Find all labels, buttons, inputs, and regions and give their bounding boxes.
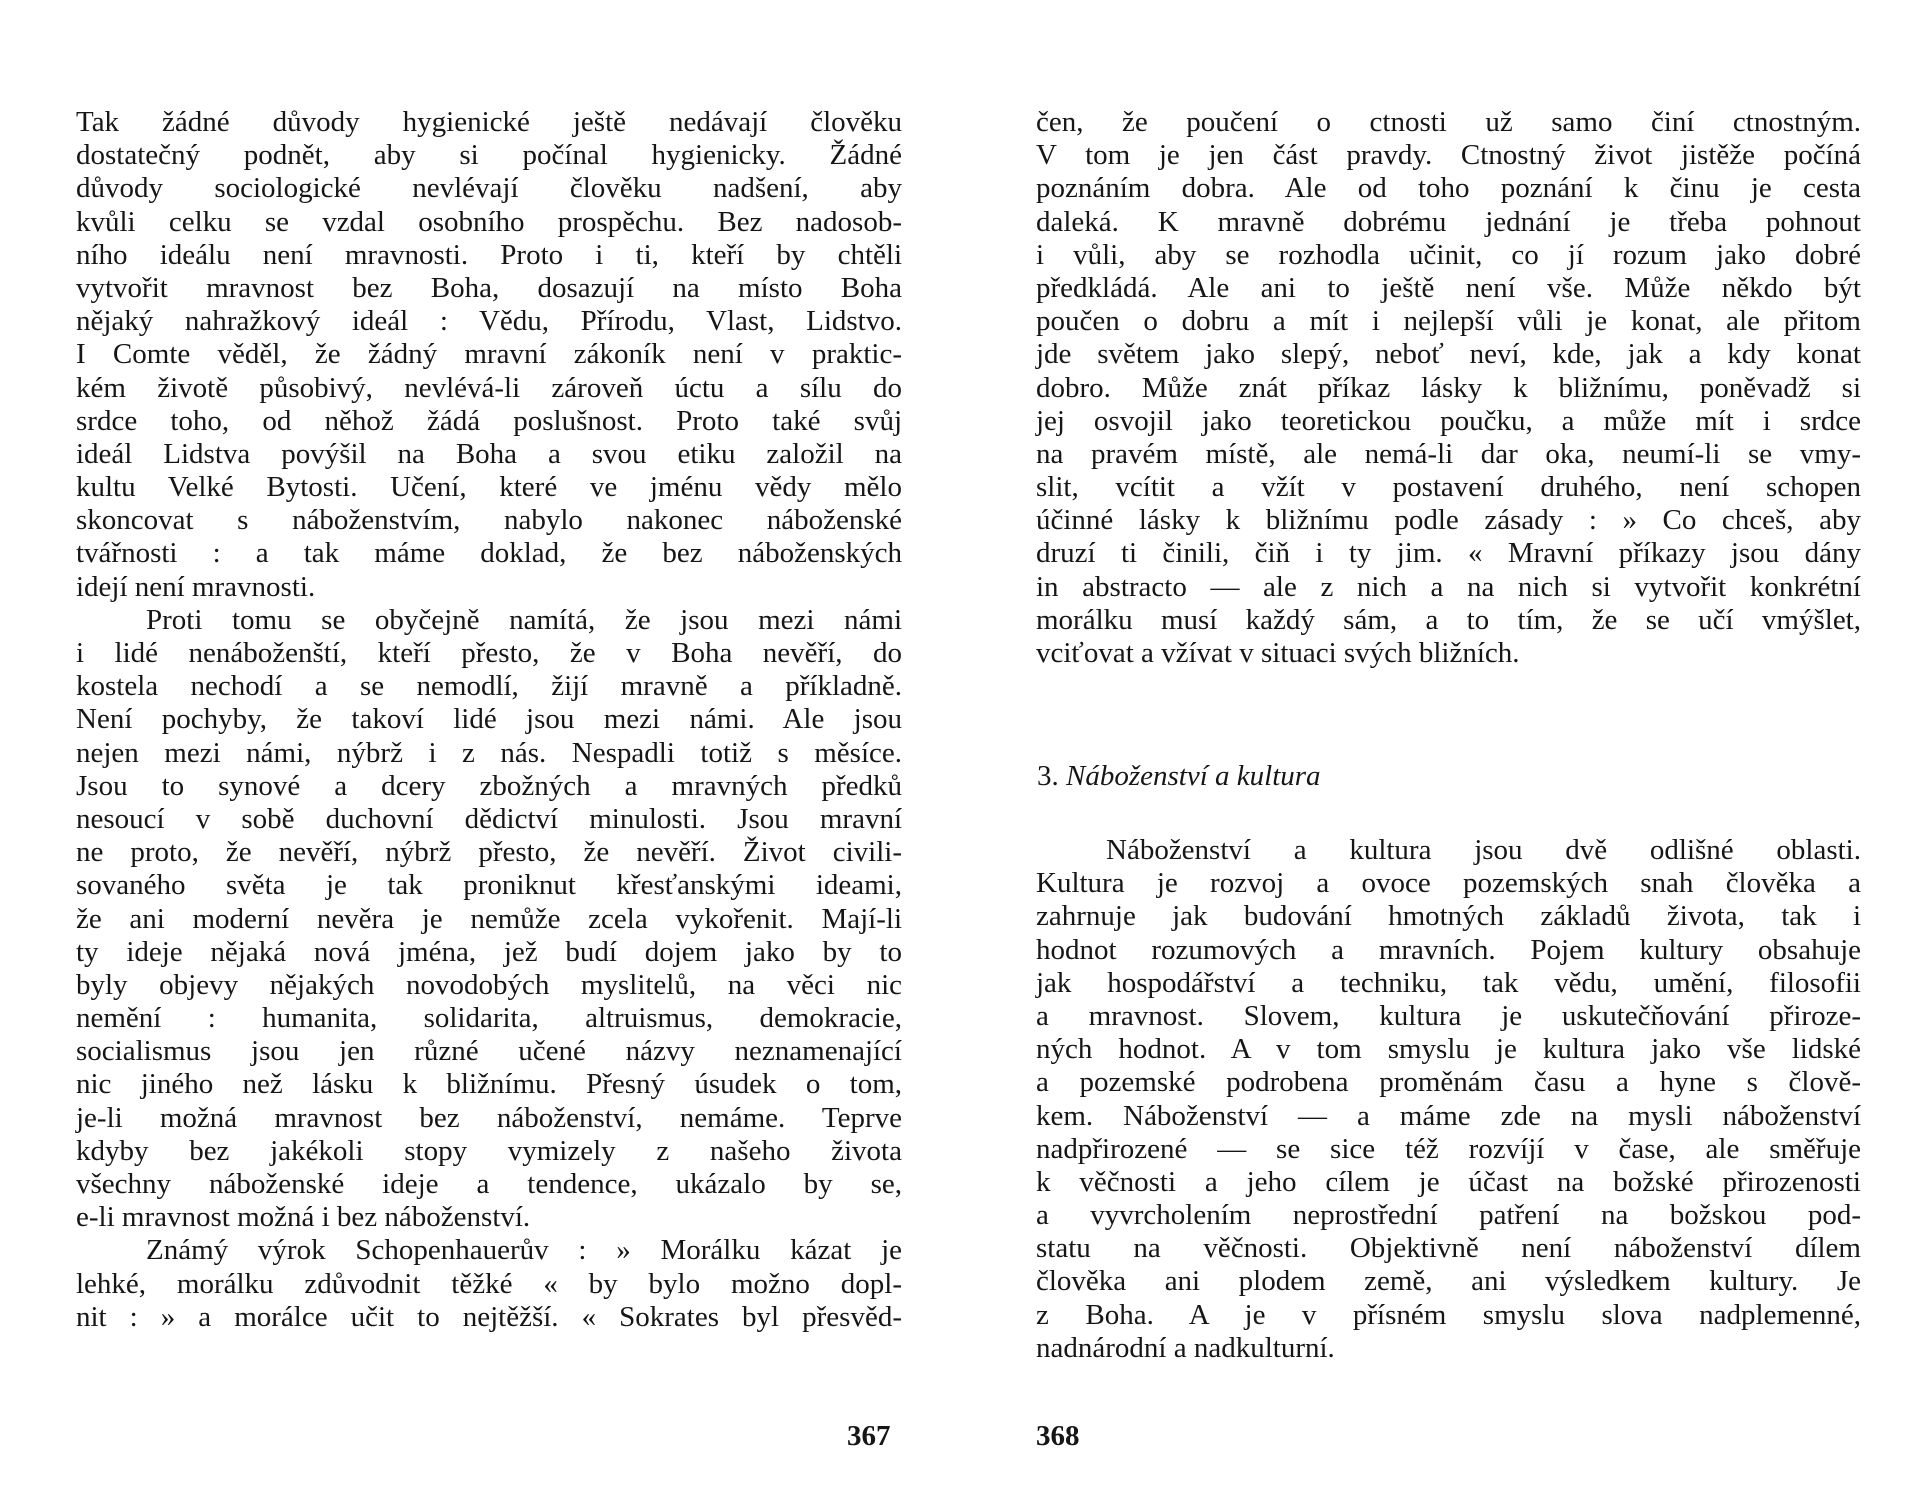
section-heading	[1037, 758, 1321, 794]
text-line: člověka ani plodem země, ani výsledkem kultury. Je	[1036, 1265, 1861, 1298]
text-line: ty ideje nějaká nová jména, jež budí dojem jako by to	[76, 935, 902, 968]
text-line: vytvořit mravnost bez Boha, dosazují na místo Boha	[76, 271, 902, 304]
right-page-paragraph-2	[1036, 834, 1861, 1365]
text-line: Proti tomu se obyčejně namítá, že jsou mezi námi	[146, 603, 902, 636]
text-line: k věčnosti a jeho cílem je účast na božské přirozenosti	[1036, 1165, 1861, 1198]
text-line: že ani moderní nevěra je nemůže zcela vykořenit. Mají-li	[76, 902, 902, 935]
text-line: i vůli, aby se rozhodla učinit, co jí rozum jako dobré	[1036, 238, 1861, 271]
text-line: socialismus jsou jen různé učené názvy neznamenající	[76, 1035, 902, 1068]
text-line: sovaného světa je tak proniknut křesťanskými ideami,	[76, 869, 902, 902]
text-line: kdyby bez jakékoli stopy vymizely z našeho života	[76, 1134, 902, 1167]
text-line: nadnárodní a nadkulturní.	[1036, 1331, 1335, 1364]
text-line: druzí ti činili, čiň i ty jim. « Mravní příkazy jsou dány	[1036, 537, 1861, 570]
text-line: účinné lásky k bližnímu podle zásady : » Co chceš, aby	[1036, 504, 1861, 537]
text-line: je-li možná mravnost bez náboženství, nemáme. Teprve	[76, 1101, 902, 1134]
text-line: předkládá. Ale ani to ještě není vše. Může někdo být	[1036, 271, 1861, 304]
text-line: kultu Velké Bytosti. Učení, které ve jménu vědy mělo	[76, 471, 902, 504]
text-line: lehké, morálku zdůvodnit těžké « by bylo možno dopl-	[76, 1267, 902, 1300]
text-line: poučen o dobru a mít i nejlepší vůli je konat, ale přitom	[1036, 305, 1861, 338]
text-line: dostatečný podnět, aby si počínal hygienicky. Žádné	[76, 139, 902, 172]
text-line: nejen mezi námi, nýbrž i z nás. Nespadli totiž s měsíce.	[76, 736, 902, 769]
section-number: 3.	[1037, 760, 1059, 792]
text-line: kostela nechodí a se nemodlí, žijí mravně a příkladně.	[76, 670, 902, 703]
text-line: idejí není mravnosti.	[76, 570, 316, 603]
text-line: Není pochyby, že takoví lidé jsou mezi námi. Ale jsou	[76, 703, 902, 736]
text-line: daleká. K mravně dobrému jednání je třeba pohnout	[1036, 205, 1861, 238]
text-line: Jsou to synové a dcery zbožných a mravných předků	[76, 769, 902, 802]
text-line: ne proto, že nevěří, nýbrž přesto, že nevěří. Život civili-	[76, 836, 902, 869]
text-line: in abstracto — ale z nich a na nich si vytvořit konkrétní	[1036, 570, 1861, 603]
text-line: na pravém místě, ale nemá-li dar oka, neumí-li se vmy-	[1036, 437, 1861, 470]
text-line: důvody sociologické nevlévají člověku nadšení, aby	[76, 172, 902, 205]
text-line: nemění : humanita, solidarita, altruismus, demokracie,	[76, 1002, 902, 1035]
page-number-right: 368	[1036, 1420, 1080, 1452]
page-number-left: 367	[847, 1420, 891, 1452]
text-line: všechny náboženské ideje a tendence, ukázalo by se,	[76, 1168, 902, 1200]
section-title: Náboženství a kultura	[1066, 760, 1321, 792]
text-line: ných hodnot. A v tom smyslu je kultura jako vše lidské	[1036, 1033, 1861, 1066]
right-page-paragraph-1	[1036, 106, 1861, 670]
text-line: Kultura je rozvoj a ovoce pozemských snah člověka a	[1036, 867, 1861, 900]
text-line: nit : » a morálce učit to nejtěžší. « Sokrates byl přesvěd-	[76, 1300, 902, 1333]
text-line: kem. Náboženství — a máme zde na mysli náboženství	[1036, 1099, 1861, 1132]
text-line: I Comte věděl, že žádný mravní zákoník není v praktic-	[76, 338, 902, 371]
text-line: byly objevy nějakých novodobých myslitelů, na věci nic	[76, 968, 902, 1001]
text-line: a pozemské podrobena proměnám času a hyne s člově-	[1036, 1066, 1861, 1099]
text-line: vciťovat a vžívat v situaci svých bližních.	[1036, 637, 1520, 669]
text-line: skoncovat s náboženstvím, nabylo nakonec náboženské	[76, 504, 902, 537]
text-line: jej osvojil jako teoretickou poučku, a může mít i srdce	[1036, 404, 1861, 437]
text-line: Náboženství a kultura jsou dvě odlišné oblasti.	[1106, 834, 1861, 866]
text-line: poznáním dobra. Ale od toho poznání k činu je cesta	[1036, 172, 1861, 205]
text-line: jak hospodářství a techniku, tak vědu, umění, filosofii	[1036, 966, 1861, 999]
text-line: hodnot rozumových a mravních. Pojem kultury obsahuje	[1036, 933, 1861, 966]
text-line: čen, že poučení o ctnosti už samo činí ctnostným.	[1036, 106, 1861, 138]
text-line: srdce toho, od něhož žádá poslušnost. Proto také svůj	[76, 404, 902, 437]
text-line: ního ideálu není mravnosti. Proto i ti, kteří by chtěli	[76, 238, 902, 271]
text-line: z Boha. A je v přísném smyslu slova nadplemenné,	[1036, 1298, 1861, 1331]
text-line: kvůli celku se vzdal osobního prospěchu. Bez nadosob-	[76, 205, 902, 238]
text-line: tvářnosti : a tak máme doklad, že bez náboženských	[76, 537, 902, 570]
text-line: nadpřirozené — se sice též rozvíjí v čase, ale směřuje	[1036, 1132, 1861, 1165]
text-line: slit, vcítit a vžít v postavení druhého, není schopen	[1036, 471, 1861, 504]
text-line: a mravnost. Slovem, kultura je uskutečňování přiroze-	[1036, 999, 1861, 1032]
right-page	[959, 0, 1918, 1500]
text-line: kém životě působivý, nevlévá-li zároveň úctu a sílu do	[76, 371, 902, 404]
text-line: V tom je jen část pravdy. Ctnostný život jistěže počíná	[1036, 139, 1861, 172]
text-line: i lidé nenáboženští, kteří přesto, že v Boha nevěří, do	[76, 637, 902, 669]
text-line: a vyvrcholením neprostřední patření na božskou pod-	[1036, 1199, 1861, 1232]
text-line: zahrnuje jak budování hmotných základů života, tak i	[1036, 900, 1861, 933]
text-line: nic jiného než lásku k bližnímu. Přesný úsudek o tom,	[76, 1068, 902, 1101]
text-line: Tak žádné důvody hygienické ještě nedávají člověku	[76, 106, 902, 138]
left-page-text	[76, 106, 902, 1334]
text-line: nějaký nahražkový ideál : Vědu, Přírodu, Vlast, Lidstvo.	[76, 305, 902, 338]
text-line: ideál Lidstva povýšil na Boha a svou etiku založil na	[76, 437, 902, 470]
text-line: nesoucí v sobě duchovní dědictví minulosti. Jsou mravní	[76, 802, 902, 835]
text-line: statu na věčnosti. Objektivně není náboženství dílem	[1036, 1232, 1861, 1265]
text-line: Známý výrok Schopenhauerův : » Morálku kázat je	[146, 1234, 902, 1267]
text-line: e-li mravnost možná i bez náboženství.	[76, 1201, 531, 1234]
text-line: morálku musí každý sám, a to tím, že se učí vmýšlet,	[1036, 603, 1861, 636]
text-line: dobro. Může znát příkaz lásky k bližnímu, poněvadž si	[1036, 371, 1861, 404]
text-line: jde světem jako slepý, neboť neví, kde, jak a kdy konat	[1036, 338, 1861, 371]
